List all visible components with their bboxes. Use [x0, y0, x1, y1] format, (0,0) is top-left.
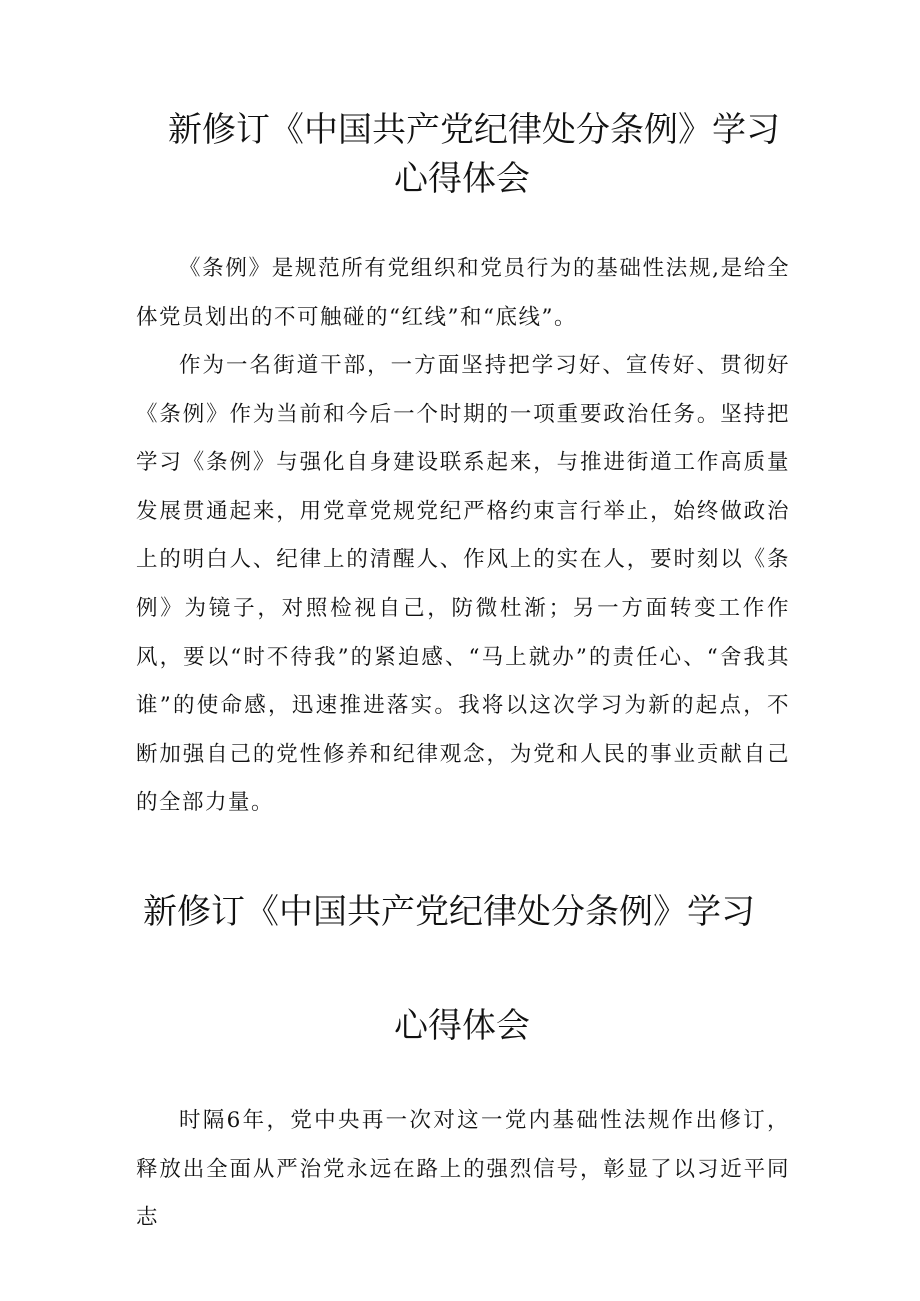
article-paragraph: 作为一名街道干部，一方面坚持把学习好、宣传好、贯彻好《条例》作为当前和今后一个时期的一项重要政治任务。坚持把学习《条例》与强化自身建设联系起来，与推进街道工作高质量发展贯通起来，用党章党规党纪严格约束言行举止，始终做政治上的明白人、纪律上的清醒人、作风上的实在人，要时刻以《条例》为镜子，对照检视自己，防微杜渐；另一方面转变工作作风，要以“时不待我”的紧迫感、“马上就办”的责任心、“舍我其谁”的使命感，迅速推进落实。我将以这次学习为新的起点，不断加强自己的党性修养和纪律观念，为党和人民的事业贡献自己的全部力量。: [136, 353, 790, 816]
article-paragraph: 《条例》是规范所有党组织和党员行为的基础性法规,是给全体党员划出的不可触碰的“红线”和“底线”。: [136, 256, 790, 330]
second-article-paragraph: 时隔6年，党中央再一次对这一党内基础性法规作出修订，释放出全面从严治党永远在路上的强烈信号，彰显了以习近平同志: [136, 1108, 790, 1231]
article-title-line-2: 心得体会: [394, 159, 530, 199]
article-title-line-1: 新修订《中国共产党纪律处分条例》学习: [168, 110, 780, 150]
second-article-title-line-2: 心得体会: [394, 1006, 530, 1046]
second-article-title-line-1: 新修订《中国共产党纪律处分条例》学习: [143, 892, 755, 932]
